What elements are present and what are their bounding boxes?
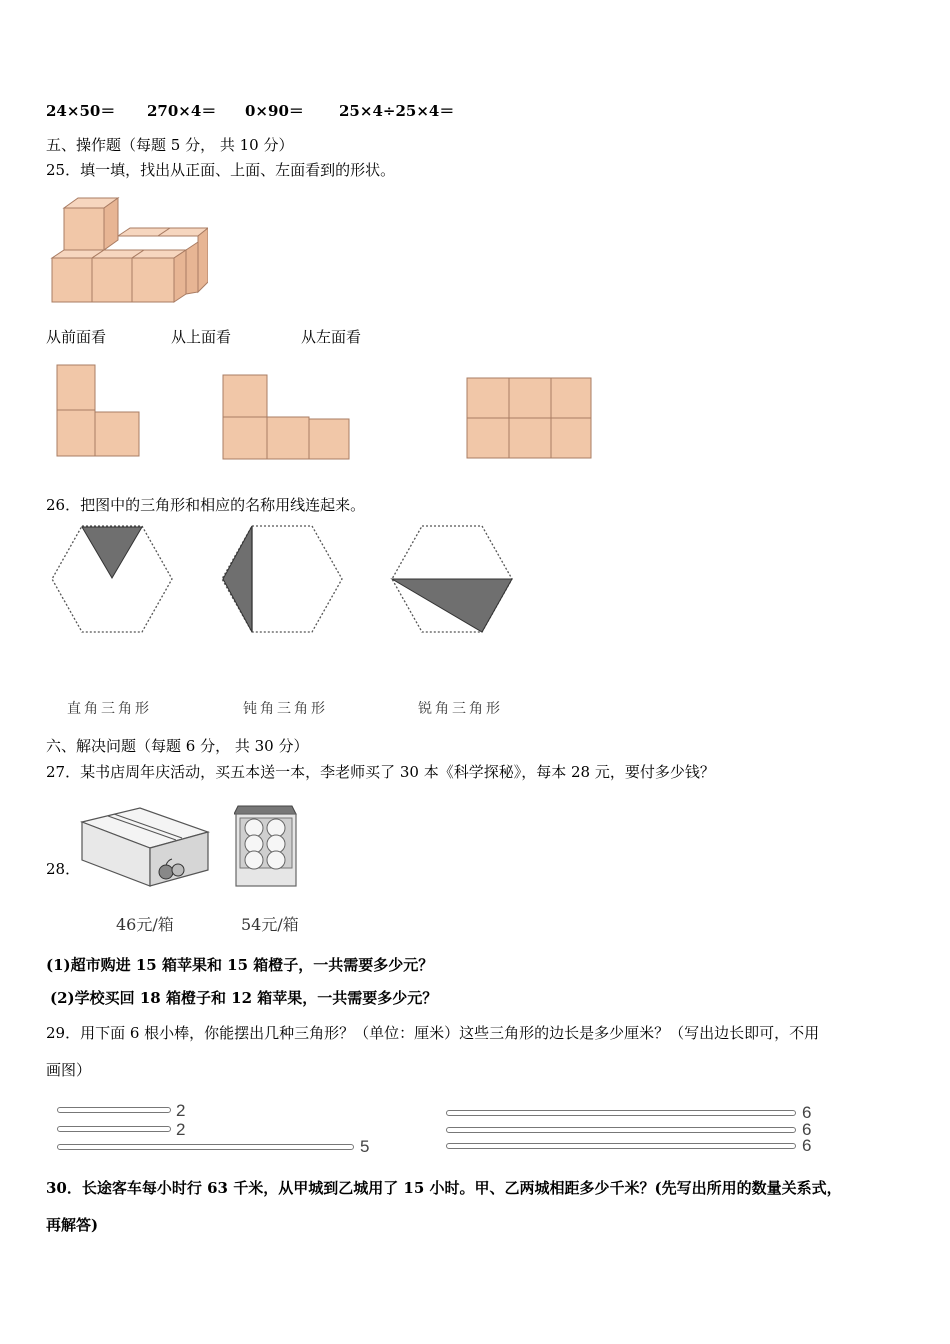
triangle-name-acute: 锐角三角形 — [418, 701, 503, 717]
view-shape-1 — [56, 364, 142, 460]
q30-line1: 30．长途客车每小时行 63 千米，从甲城到乙城用了 15 小时。甲、乙两城相距多少千米？(先写出所用的数量关系式， — [46, 1179, 842, 1197]
view-label-left: 从左面看 — [301, 328, 362, 346]
triangle-name-right: 直角三角形 — [67, 701, 152, 717]
hexagon-1 — [50, 524, 176, 636]
stick-left-1-length: 2 — [176, 1101, 186, 1120]
q26-text: 26．把图中的三角形和相应的名称用线连起来。 — [46, 496, 366, 514]
section-6-title: 六、解决问题（每题 6 分， 共 30 分） — [46, 737, 309, 755]
hexagon-2 — [220, 524, 346, 636]
apple-price: 46元/箱 — [116, 915, 174, 934]
calc-item-2: 270×4＝ — [147, 102, 217, 120]
q29-line1: 29．用下面 6 根小棒，你能摆出几种三角形？（单位：厘米）这些三角形的边长是多少厘米？（写出边长即可，不用 — [46, 1024, 820, 1042]
stick-left-3-length: 5 — [360, 1137, 370, 1156]
calc-item-1: 24×50＝ — [46, 102, 116, 120]
q28-sub1: (1)超市购进 15 箱苹果和 15 箱橙子，一共需要多少元？ — [46, 956, 434, 974]
stick-left-2-length: 2 — [176, 1120, 186, 1139]
orange-box-icon — [234, 804, 298, 888]
orange-price: 54元/箱 — [241, 915, 299, 934]
stick-right-3-length: 6 — [802, 1136, 812, 1155]
q28-sub2: (2)学校买回 18 箱橙子和 12 箱苹果，一共需要多少元？ — [50, 989, 438, 1007]
apple-box-icon — [80, 804, 210, 890]
triangle-name-obtuse: 钝角三角形 — [243, 701, 328, 717]
cube-stack-figure — [48, 196, 208, 308]
view-shape-2 — [222, 374, 352, 462]
view-label-top: 从上面看 — [171, 328, 232, 346]
calc-item-3: 0×90＝ — [245, 102, 304, 120]
q25-text: 25．填一填，找出从正面、上面、左面看到的形状。 — [46, 161, 396, 179]
stick-left-3 — [57, 1144, 354, 1150]
q30-line2: 再解答) — [46, 1216, 99, 1234]
stick-left-2 — [57, 1126, 171, 1132]
q27-text: 27．某书店周年庆活动，买五本送一本，李老师买了 30 本《科学探秘》，每本 28 元，要付多少钱？ — [46, 763, 715, 781]
stick-right-1 — [446, 1110, 796, 1116]
view-shape-3 — [466, 377, 594, 461]
stick-right-1-length: 6 — [802, 1103, 812, 1122]
hexagon-3 — [390, 524, 516, 636]
view-label-front: 从前面看 — [46, 328, 107, 346]
section-5-title: 五、操作题（每题 5 分， 共 10 分） — [46, 136, 294, 154]
calc-item-4: 25×4÷25×4＝ — [339, 102, 455, 120]
q28-number: 28． — [46, 860, 81, 878]
q29-line2: 画图） — [46, 1061, 92, 1079]
stick-left-1 — [57, 1107, 171, 1113]
stick-right-2-length: 6 — [802, 1120, 812, 1139]
stick-right-3 — [446, 1143, 796, 1149]
stick-right-2 — [446, 1127, 796, 1133]
